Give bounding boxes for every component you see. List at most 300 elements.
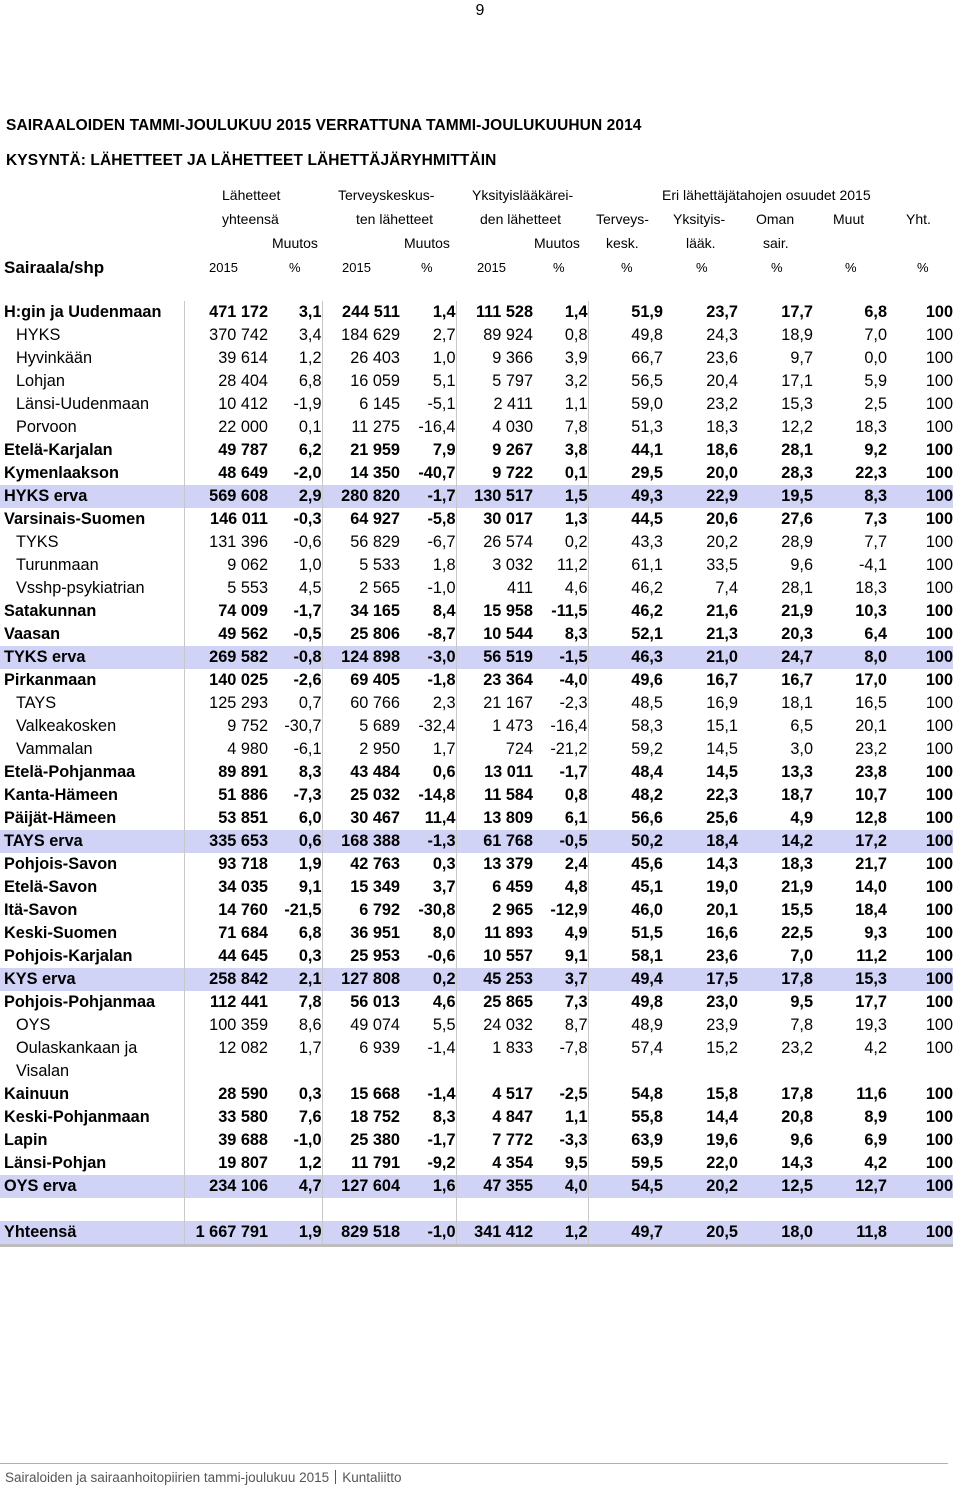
footer-separator [335, 1470, 336, 1484]
table-row [0, 761, 953, 784]
table-row [0, 1129, 953, 1152]
cell-value: 61,1 [588, 554, 663, 577]
header-year-1: 2015 [209, 260, 238, 275]
cell-value: 2,7 [432, 326, 456, 344]
cell-value: 66,7 [588, 347, 663, 370]
cell-value: 20,2 [706, 533, 738, 551]
row-name: Yhteensä [0, 1221, 184, 1246]
cell-value: 15 958 [456, 600, 533, 623]
cell-value: 100 [925, 924, 953, 942]
cell-value: 341 412 [456, 1221, 533, 1246]
cell-value: 19,6 [706, 1131, 738, 1149]
cell-value: 8,0 [432, 924, 456, 942]
cell-value: 7 772 [456, 1129, 533, 1152]
cell-value: 4,2 [864, 1039, 887, 1057]
cell-value [887, 1198, 953, 1221]
cell-value: 22,3 [706, 786, 738, 804]
cell-value: 100 [925, 1039, 953, 1057]
cell-value: 9 062 [184, 554, 268, 577]
cell-value: 14,2 [738, 830, 813, 853]
cell-value: 3,0 [790, 740, 813, 758]
cell-value [268, 1198, 322, 1221]
row-name: Etelä-Pohjanmaa [4, 763, 136, 781]
cell-value: 71 684 [184, 922, 268, 945]
cell-value: 100 [925, 878, 953, 896]
table-row [0, 324, 953, 347]
header-referrals-total-2: yhteensä [222, 211, 279, 227]
cell-value: 93 718 [184, 853, 268, 876]
cell-value: 18,7 [781, 786, 813, 804]
cell-value: 11,8 [813, 1221, 887, 1246]
cell-value: 8,4 [432, 602, 456, 620]
table-row [0, 301, 953, 324]
cell-value: 58,1 [588, 945, 663, 968]
cell-value: 18 752 [322, 1106, 400, 1129]
row-name: Länsi-Pohjan [4, 1154, 107, 1172]
cell-value: 25,6 [706, 809, 738, 827]
cell-value: 8,9 [864, 1108, 887, 1126]
cell-value: 100 [887, 830, 953, 853]
cell-value: -9,2 [427, 1154, 456, 1172]
cell-value: 127 604 [322, 1175, 400, 1198]
row-name: Pirkanmaan [4, 671, 97, 689]
header-pct-5: % [696, 260, 708, 275]
row-name: Länsi-Uudenmaan [16, 395, 150, 413]
cell-value: 28,1 [781, 579, 813, 597]
cell-value: -2,0 [293, 464, 322, 482]
cell-value: 5 533 [322, 554, 400, 577]
cell-value: 22,0 [706, 1154, 738, 1172]
row-name: HYKS [16, 326, 61, 344]
cell-value: 59,0 [588, 393, 663, 416]
table-row [0, 991, 953, 1014]
cell-value: 1 473 [456, 715, 533, 738]
table-row [0, 876, 953, 899]
cell-value: 23,0 [706, 993, 738, 1011]
cell-value: 6 939 [322, 1037, 400, 1083]
table-row [0, 347, 953, 370]
cell-value: 60 766 [322, 692, 400, 715]
cell-value: 7,8 [790, 1016, 813, 1034]
cell-value: 21,3 [706, 625, 738, 643]
cell-value: 26 403 [322, 347, 400, 370]
cell-value: 8,3 [432, 1108, 456, 1126]
header-change-3: Muutos [534, 235, 580, 251]
row-name: TYKS [16, 533, 59, 551]
cell-value: -5,8 [427, 510, 456, 528]
cell-value: 100 [925, 717, 953, 735]
cell-value: 9,3 [864, 924, 887, 942]
cell-value: 829 518 [322, 1221, 400, 1246]
cell-value: 28,9 [781, 533, 813, 551]
cell-value: 100 [925, 510, 953, 528]
cell-value: -32,4 [418, 717, 456, 735]
cell-value: 335 653 [184, 830, 268, 853]
cell-value: 6,0 [298, 809, 322, 827]
cell-value: 6,8 [298, 924, 322, 942]
cell-value [322, 1198, 400, 1221]
cell-value: 46,0 [588, 899, 663, 922]
cell-value: 59,5 [588, 1152, 663, 1175]
cell-value: 49,7 [588, 1221, 663, 1246]
cell-value: 48 649 [184, 462, 268, 485]
cell-value: 24 032 [456, 1014, 533, 1037]
cell-value: 15,1 [706, 717, 738, 735]
cell-value: 44,5 [588, 508, 663, 531]
cell-value: 30 017 [456, 508, 533, 531]
cell-value: 100 [925, 1085, 953, 1103]
row-name: HYKS erva [0, 485, 184, 508]
cell-value: 55,8 [588, 1106, 663, 1129]
cell-value: 43,3 [588, 531, 663, 554]
cell-value: 14,4 [706, 1108, 738, 1126]
cell-value: 1,1 [564, 1108, 588, 1126]
cell-value: 100 [925, 901, 953, 919]
table-row [0, 577, 953, 600]
cell-value: 100 [925, 441, 953, 459]
row-name: Vammalan [16, 740, 93, 758]
cell-value: 89 924 [456, 324, 533, 347]
cell-value: 49,4 [588, 968, 663, 991]
cell-value: 28,3 [781, 464, 813, 482]
cell-value: 100 [925, 349, 953, 367]
header-share-private-1: Yksityis- [673, 211, 726, 227]
cell-value: 2,9 [268, 485, 322, 508]
cell-value: 23,8 [855, 763, 887, 781]
cell-value: 234 106 [184, 1175, 268, 1198]
cell-value: 3,4 [298, 326, 322, 344]
cell-value: -16,4 [550, 717, 588, 735]
cell-value: 6,8 [298, 372, 322, 390]
cell-value: 14 350 [322, 462, 400, 485]
cell-value: 2,3 [432, 694, 456, 712]
cell-value: 17,7 [781, 303, 813, 321]
cell-value: 9,5 [564, 1154, 588, 1172]
cell-value: 411 [456, 577, 533, 600]
cell-value: 15 668 [322, 1083, 400, 1106]
cell-value: -1,0 [400, 1221, 456, 1246]
header-pct-7: % [845, 260, 857, 275]
cell-value: 23 364 [456, 669, 533, 692]
cell-value: 14,0 [855, 878, 887, 896]
cell-value: 49,3 [588, 485, 663, 508]
cell-value: 7,9 [432, 441, 456, 459]
cell-value: 100 [925, 625, 953, 643]
cell-value: 4,8 [564, 878, 588, 896]
row-name: Hyvinkään [16, 349, 93, 367]
table-row [0, 692, 953, 715]
cell-value: 100 [925, 418, 953, 436]
cell-value: 23,7 [706, 303, 738, 321]
cell-value: 2 950 [322, 738, 400, 761]
cell-value: 0,2 [564, 533, 588, 551]
cell-value: 48,5 [588, 692, 663, 715]
cell-value: -1,7 [293, 602, 322, 620]
cell-value: 49,8 [588, 324, 663, 347]
cell-value: 23,9 [706, 1016, 738, 1034]
cell-value: 8,7 [564, 1016, 588, 1034]
row-name: Etelä-Savon [4, 878, 98, 896]
cell-value: 24,3 [706, 326, 738, 344]
row-name: Turunmaan [16, 556, 99, 574]
cell-value: 0,8 [564, 326, 588, 344]
cell-value: 100 [925, 763, 953, 781]
cell-value: 0,1 [564, 464, 588, 482]
table-row [0, 1152, 953, 1175]
header-share-total: Yht. [906, 211, 931, 227]
cell-value: 100 [925, 533, 953, 551]
cell-value: -14,8 [418, 786, 456, 804]
cell-value: 18,1 [781, 694, 813, 712]
cell-value: -4,1 [858, 556, 887, 574]
cell-value: 10,3 [855, 602, 887, 620]
row-name: Varsinais-Suomen [4, 510, 146, 528]
row-name: TAYS [16, 694, 57, 712]
cell-value: 11,2 [856, 947, 887, 965]
cell-value: -1,0 [427, 579, 456, 597]
cell-value: -5,1 [427, 395, 456, 413]
cell-value: -1,3 [400, 830, 456, 853]
table-row [0, 646, 953, 669]
cell-value: 100 [925, 1108, 953, 1126]
cell-value: 1 667 791 [184, 1221, 268, 1246]
cell-value: 17,5 [663, 968, 738, 991]
cell-value: 3,7 [533, 968, 588, 991]
cell-value: 7,0 [864, 326, 887, 344]
cell-value: 100 [887, 968, 953, 991]
cell-value [400, 1198, 456, 1221]
cell-value: 14 760 [184, 899, 268, 922]
table-row [0, 1083, 953, 1106]
cell-value: 9 752 [184, 715, 268, 738]
cell-value: 5 797 [456, 370, 533, 393]
cell-value: 69 405 [322, 669, 400, 692]
cell-value: 4 517 [456, 1083, 533, 1106]
header-pct-8: % [917, 260, 929, 275]
referrals-table [0, 301, 953, 1247]
footer-report-name: Sairaloiden ja sairaanhoitopiirien tammi-joulukuu 2015 [5, 1470, 330, 1485]
cell-value: 5,9 [864, 372, 887, 390]
header-share-own-1: Oman [756, 211, 795, 227]
cell-value: 1,2 [533, 1221, 588, 1246]
cell-value: 16,6 [706, 924, 738, 942]
cell-value: 112 441 [184, 991, 268, 1014]
cell-value: 25 032 [322, 784, 400, 807]
table-row [0, 945, 953, 968]
cell-value: 100 [925, 602, 953, 620]
header-pct-1: % [289, 260, 301, 275]
row-name: Vsshp-psykiatrian [16, 579, 145, 597]
cell-value: -12,9 [550, 901, 588, 919]
cell-value: 20,6 [706, 510, 738, 528]
cell-value: -11,5 [551, 602, 588, 620]
cell-value: 11,6 [856, 1085, 887, 1103]
cell-value: 9 722 [456, 462, 533, 485]
cell-value: 45,6 [588, 853, 663, 876]
cell-value: 18,3 [855, 418, 887, 436]
cell-value: 100 [925, 326, 953, 344]
cell-value: 2,5 [864, 395, 887, 413]
cell-value: 11 791 [322, 1152, 400, 1175]
cell-value: 8,3 [813, 485, 887, 508]
cell-value: 9,5 [790, 993, 813, 1011]
cell-value: 4,7 [268, 1175, 322, 1198]
cell-value: 12,7 [813, 1175, 887, 1198]
cell-value: -1,8 [427, 671, 456, 689]
cell-value: 0,8 [564, 786, 588, 804]
cell-value: 4,6 [432, 993, 456, 1011]
cell-value: 0,0 [864, 349, 887, 367]
header-pct-6: % [771, 260, 783, 275]
cell-value: -3,0 [400, 646, 456, 669]
row-name: TYKS erva [0, 646, 184, 669]
cell-value: 39 688 [184, 1129, 268, 1152]
cell-value: 44,1 [588, 439, 663, 462]
table-row [0, 623, 953, 646]
row-name: Porvoon [16, 418, 77, 436]
cell-value: 1,8 [432, 556, 456, 574]
cell-value: -40,7 [418, 464, 456, 482]
table-row [0, 922, 953, 945]
cell-value: 61 768 [456, 830, 533, 853]
cell-value: 64 927 [322, 508, 400, 531]
cell-value: 56,5 [588, 370, 663, 393]
cell-value: 10 557 [456, 945, 533, 968]
cell-value: 25 380 [322, 1129, 400, 1152]
cell-value: 30 467 [322, 807, 400, 830]
row-name: Päijät-Hämeen [4, 809, 117, 827]
cell-value: -2,5 [559, 1085, 588, 1103]
cell-value: 63,9 [588, 1129, 663, 1152]
cell-value: 57,4 [588, 1037, 663, 1083]
row-name: Pohjois-Karjalan [4, 947, 133, 965]
cell-value: 0,2 [400, 968, 456, 991]
cell-value: 4,9 [564, 924, 588, 942]
cell-value: 3,9 [564, 349, 588, 367]
cell-value: 21 959 [322, 439, 400, 462]
cell-value: 370 742 [184, 324, 268, 347]
row-name: OYS erva [0, 1175, 184, 1198]
table-row [0, 715, 953, 738]
cell-value: 20,1 [706, 901, 738, 919]
cell-value: 28 404 [184, 370, 268, 393]
cell-value: 21,9 [781, 602, 813, 620]
header-pct-4: % [621, 260, 633, 275]
cell-value: -7,8 [559, 1039, 588, 1057]
cell-value: 51 886 [184, 784, 268, 807]
table-row [0, 485, 953, 508]
cell-value: 6,8 [864, 303, 887, 321]
cell-value: 43 484 [322, 761, 400, 784]
cell-value: -1,7 [400, 485, 456, 508]
cell-value: 48,9 [588, 1014, 663, 1037]
row-name: Keski-Suomen [4, 924, 118, 942]
footer-divider [0, 1463, 948, 1464]
cell-value: 16,7 [706, 671, 738, 689]
cell-value: 33,5 [706, 556, 738, 574]
cell-value: 25 865 [456, 991, 533, 1014]
cell-value: 34 165 [322, 600, 400, 623]
cell-value: 20,4 [706, 372, 738, 390]
cell-value: 44 645 [184, 945, 268, 968]
header-shares-group: Eri lähettäjätahojen osuudet 2015 [662, 187, 871, 203]
cell-value: 100 [925, 993, 953, 1011]
cell-value: -1,0 [293, 1131, 322, 1149]
cell-value: 2,4 [564, 855, 588, 873]
cell-value: 9,1 [298, 878, 322, 896]
cell-value: 6 792 [322, 899, 400, 922]
cell-value: 51,3 [588, 416, 663, 439]
cell-value: 18,0 [738, 1221, 813, 1246]
cell-value: 4,2 [864, 1154, 887, 1172]
cell-value: 21,0 [663, 646, 738, 669]
cell-value: 22 000 [184, 416, 268, 439]
cell-value [738, 1198, 813, 1221]
cell-value: 1,1 [564, 395, 588, 413]
cell-value: 15,3 [813, 968, 887, 991]
cell-value: 17,7 [855, 993, 887, 1011]
cell-value: 26 574 [456, 531, 533, 554]
cell-value: 10 412 [184, 393, 268, 416]
cell-value: 5 689 [322, 715, 400, 738]
cell-value: 1,5 [533, 485, 588, 508]
cell-value: 1,7 [432, 740, 456, 758]
cell-value: 54,5 [588, 1175, 663, 1198]
cell-value: 19,0 [706, 878, 738, 896]
cell-value: 17,2 [813, 830, 887, 853]
cell-value: 10,7 [855, 786, 887, 804]
table-row [0, 508, 953, 531]
cell-value: 100 [925, 694, 953, 712]
cell-value: 20,1 [855, 717, 887, 735]
cell-value: 184 629 [322, 324, 400, 347]
cell-value: 46,2 [588, 577, 663, 600]
cell-value: 50,2 [588, 830, 663, 853]
header-share-other: Muut [833, 211, 865, 227]
cell-value: 6,5 [790, 717, 813, 735]
table-row [0, 393, 953, 416]
cell-value: 2 565 [322, 577, 400, 600]
row-name: TAYS erva [0, 830, 184, 853]
cell-value: 2 965 [456, 899, 533, 922]
cell-value: 9 366 [456, 347, 533, 370]
header-private-doctor-1: Yksityislääkärei- [472, 187, 574, 203]
table-row [0, 554, 953, 577]
cell-value: 9,6 [790, 556, 813, 574]
cell-value: 6 145 [322, 393, 400, 416]
cell-value: 8,3 [298, 763, 322, 781]
cell-value: 21,9 [781, 878, 813, 896]
cell-value: 15 349 [322, 876, 400, 899]
cell-value: 23,6 [706, 947, 738, 965]
cell-value: 1,0 [432, 349, 456, 367]
cell-value: 146 011 [184, 508, 268, 531]
cell-value: 20,3 [781, 625, 813, 643]
cell-value: 130 517 [456, 485, 533, 508]
row-name: Etelä-Karjalan [4, 441, 113, 459]
cell-value: 100 [925, 947, 953, 965]
cell-value: 22,3 [855, 464, 887, 482]
cell-value: 9,2 [864, 441, 887, 459]
header-hospital-district: Sairaala/shp [4, 258, 105, 277]
cell-value [533, 1198, 588, 1221]
cell-value: -0,5 [533, 830, 588, 853]
cell-value: 12,2 [781, 418, 813, 436]
cell-value: 28 590 [184, 1083, 268, 1106]
cell-value: 22,9 [663, 485, 738, 508]
cell-value: 53 851 [184, 807, 268, 830]
cell-value: 100 [887, 1221, 953, 1246]
